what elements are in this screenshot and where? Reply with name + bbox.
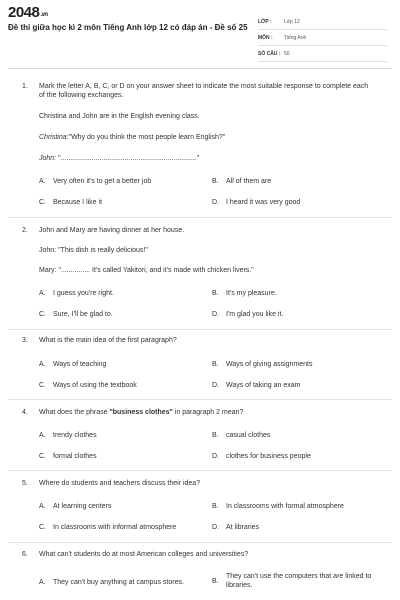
- option-letter: D.: [212, 311, 219, 318]
- option-text: Ways of teaching: [53, 361, 107, 368]
- dialogue-line: [39, 133, 369, 142]
- option-text: They can't use the computers that are linked to libraries.: [226, 573, 372, 589]
- dialogue-line: Christina and John are in the English evening class.: [39, 113, 200, 120]
- speaker-text: "Why do you think the most people learn English?": [68, 134, 226, 141]
- option-letter: C.: [39, 199, 46, 206]
- question-text: Mark the letter A, B, C, or D on your answer sheet to indicate the most suitable response to complete each of the following exchanges.: [39, 83, 369, 99]
- dialogue-line: John: "This dish is really delicious!": [39, 247, 148, 254]
- option-letter: D.: [212, 382, 219, 389]
- question-text: [39, 408, 369, 417]
- option-text: They can't buy anything at campus stores.: [53, 579, 184, 586]
- option-a[interactable]: [39, 578, 211, 587]
- option-text: All of them are: [226, 178, 272, 185]
- option-a[interactable]: [39, 177, 199, 186]
- page-title: Đề thi giữa học kì 2 môn Tiếng Anh lớp 12 có đáp án - Đề số 25: [8, 23, 248, 32]
- option-text: clothes for business people: [226, 453, 311, 460]
- option-letter: A.: [39, 503, 46, 510]
- question-number: 6.: [22, 551, 28, 558]
- option-c[interactable]: [39, 452, 199, 461]
- option-letter: C.: [39, 382, 46, 389]
- option-text: I guess you're right.: [53, 290, 114, 297]
- question-number: 4.: [22, 409, 28, 416]
- option-text: At learning centers: [53, 503, 112, 510]
- meta-key: SỐ CÂU :: [258, 51, 281, 57]
- logo-text: 2048: [8, 4, 40, 21]
- option-text: Sure, I'll be glad to.: [53, 311, 113, 318]
- question-divider: [8, 217, 392, 218]
- option-b[interactable]: [212, 431, 372, 440]
- option-text: Ways of taking an exam: [226, 382, 301, 389]
- question-text: John and Mary are having dinner at her house.: [39, 227, 185, 234]
- option-d[interactable]: [212, 452, 372, 461]
- question-number: 3.: [22, 337, 28, 344]
- option-letter: B.: [212, 432, 219, 439]
- question-divider: [8, 470, 392, 471]
- option-b[interactable]: [212, 502, 392, 511]
- option-d[interactable]: [212, 310, 372, 319]
- question-text-highlight: "business clothes": [109, 409, 173, 416]
- speaker-name: Christina:: [39, 134, 69, 141]
- option-b[interactable]: [212, 360, 372, 369]
- option-text: Ways of using the textbook: [53, 382, 137, 389]
- option-letter: B.: [212, 578, 219, 585]
- option-b[interactable]: [212, 572, 372, 590]
- option-d[interactable]: [212, 523, 372, 532]
- option-c[interactable]: [39, 198, 199, 207]
- option-letter: A.: [39, 290, 46, 297]
- question-number: 2.: [22, 227, 28, 234]
- logo-suffix: .vn: [40, 12, 48, 18]
- option-text: casual clothes: [226, 432, 271, 439]
- option-letter: C.: [39, 453, 46, 460]
- question-divider: [8, 542, 392, 543]
- question-text: What can't students do at most American colleges and universities?: [39, 551, 249, 558]
- option-letter: B.: [212, 361, 219, 368]
- question-divider: [8, 329, 392, 330]
- option-letter: C.: [39, 524, 46, 531]
- question-text-part: What does the phrase: [39, 409, 110, 416]
- option-letter: C.: [39, 311, 46, 318]
- option-letter: A.: [39, 432, 46, 439]
- option-d[interactable]: [212, 381, 372, 390]
- option-text: Very often it's to get a better job: [53, 178, 152, 185]
- option-a[interactable]: [39, 431, 199, 440]
- option-text: It's my pleasure.: [226, 290, 277, 297]
- option-b[interactable]: [212, 177, 372, 186]
- option-text: Ways of giving assignments: [226, 361, 313, 368]
- option-letter: A.: [39, 361, 46, 368]
- option-text: In classrooms with informal atmosphere: [53, 524, 177, 531]
- meta-value: 50: [284, 51, 290, 57]
- option-d[interactable]: [212, 198, 372, 207]
- option-c[interactable]: [39, 310, 199, 319]
- option-letter: B.: [212, 290, 219, 297]
- option-text: At libraries: [226, 524, 260, 531]
- option-letter: D.: [212, 199, 219, 206]
- option-letter: D.: [212, 524, 219, 531]
- meta-key: MÔN :: [258, 35, 273, 41]
- option-c[interactable]: [39, 523, 209, 532]
- option-text: formal clothes: [53, 453, 97, 460]
- option-letter: B.: [212, 178, 219, 185]
- option-a[interactable]: [39, 289, 199, 298]
- question-number: 1.: [22, 83, 28, 90]
- question-text-part: in paragraph 2 mean?: [172, 409, 244, 416]
- option-text: Because I like it: [53, 199, 103, 206]
- option-letter: A.: [39, 178, 46, 185]
- option-text: trendy clothes: [53, 432, 97, 439]
- option-a[interactable]: [39, 502, 199, 511]
- option-a[interactable]: [39, 360, 199, 369]
- meta-key: LỚP :: [258, 19, 272, 25]
- option-text: In classrooms with formal atmosphere: [226, 503, 344, 510]
- speaker-text: "......................................................................": [56, 155, 200, 162]
- question-text: Where do students and teachers discuss their idea?: [39, 480, 201, 487]
- question-text: What is the main idea of the first paragraph?: [39, 337, 177, 344]
- question-number: 5.: [22, 480, 28, 487]
- option-c[interactable]: [39, 381, 199, 390]
- option-text: I'm glad you like it.: [226, 311, 284, 318]
- option-text: I heard it was very good: [226, 199, 301, 206]
- meta-value: Tiếng Anh: [284, 35, 307, 41]
- option-letter: A.: [39, 579, 46, 586]
- dialogue-line: Mary: "............... It's called Yakitori, and it's made with chicken livers.": [39, 267, 254, 274]
- question-divider: [8, 399, 392, 400]
- option-letter: B.: [212, 503, 219, 510]
- meta-value: Lớp 12: [284, 19, 300, 25]
- option-b[interactable]: [212, 289, 372, 298]
- speaker-name: John:: [39, 155, 57, 162]
- dialogue-line: [39, 154, 369, 163]
- option-letter: D.: [212, 453, 219, 460]
